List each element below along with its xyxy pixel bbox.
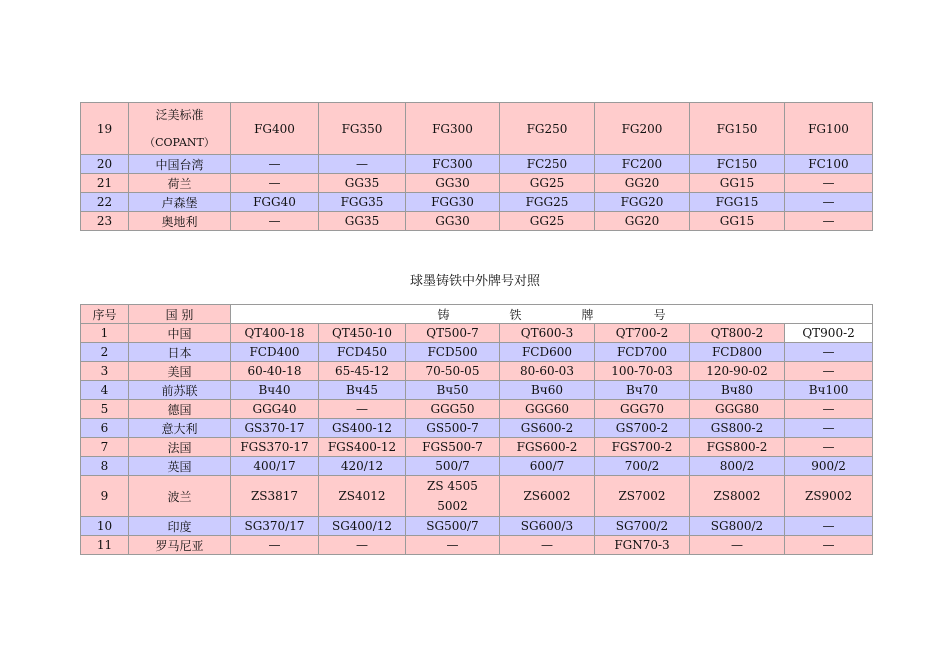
grade-cell: FC300	[406, 155, 500, 174]
country-cell: 日本	[129, 343, 231, 362]
table-row	[81, 343, 873, 362]
table-row	[81, 419, 873, 438]
grade-cell: FC250	[500, 155, 595, 174]
row-number: 9	[81, 476, 129, 517]
grade-cell: Bч80	[690, 381, 785, 400]
header-country: 国 别	[129, 305, 231, 324]
grade-cell: ZS 4505 5002	[406, 476, 500, 517]
table-row	[81, 536, 873, 555]
grade-cell: FGN70-3	[595, 536, 690, 555]
grade-cell: FG300	[406, 103, 500, 155]
grade-cell: —	[231, 212, 319, 231]
grade-cell: ZS4012	[319, 476, 406, 517]
country-cell: 印度	[129, 517, 231, 536]
grade-cell: QT400-18	[231, 324, 319, 343]
grade-cell: —	[231, 174, 319, 193]
country-cell: 罗马尼亚	[129, 536, 231, 555]
country-cell: 前苏联	[129, 381, 231, 400]
table-row	[81, 155, 873, 174]
grade-cell: FGG25	[500, 193, 595, 212]
grade-cell: 120-90-02	[690, 362, 785, 381]
grade-cell: GS500-7	[406, 419, 500, 438]
grade-cell: QT500-7	[406, 324, 500, 343]
grade-cell: —	[785, 536, 873, 555]
grade-cell: QT600-3	[500, 324, 595, 343]
grade-cell: FCD400	[231, 343, 319, 362]
row-number: 21	[81, 174, 129, 193]
header-grade: 铸 铁 牌 号	[231, 305, 873, 324]
grade-cell: GG25	[500, 212, 595, 231]
grade-cell: —	[785, 438, 873, 457]
grade-cell: Bч45	[319, 381, 406, 400]
grade-cell: —	[500, 536, 595, 555]
grade-cell: —	[785, 212, 873, 231]
row-number: 22	[81, 193, 129, 212]
grade-cell: GG25	[500, 174, 595, 193]
grade-cell: FG150	[690, 103, 785, 155]
country-cell: 卢森堡	[129, 193, 231, 212]
country-cell: 法国	[129, 438, 231, 457]
grade-cell: —	[231, 536, 319, 555]
grade-cell: 100-70-03	[595, 362, 690, 381]
grade-cell: GG20	[595, 174, 690, 193]
grade-cell: Bч70	[595, 381, 690, 400]
row-number: 20	[81, 155, 129, 174]
grade-cell: 900/2	[785, 457, 873, 476]
grade-cell: SG800/2	[690, 517, 785, 536]
grade-cell: 65-45-12	[319, 362, 406, 381]
grade-cell: FG200	[595, 103, 690, 155]
grade-cell: FC100	[785, 155, 873, 174]
grade-cell: ZS8002	[690, 476, 785, 517]
grade-cell: FCD700	[595, 343, 690, 362]
country-cell: 奥地利	[129, 212, 231, 231]
grade-cell: FG350	[319, 103, 406, 155]
grade-cell: GGG50	[406, 400, 500, 419]
grade-cell: FGG40	[231, 193, 319, 212]
grade-cell: GG15	[690, 174, 785, 193]
grade-cell: FGS600-2	[500, 438, 595, 457]
header-number: 序号	[81, 305, 129, 324]
table-row	[81, 103, 873, 155]
table-row	[81, 362, 873, 381]
grade-cell: FCD500	[406, 343, 500, 362]
row-number: 7	[81, 438, 129, 457]
row-number: 1	[81, 324, 129, 343]
table-caption: 球墨铸铁中外牌号对照	[409, 274, 540, 289]
grade-cell: QT900-2	[785, 324, 873, 343]
grade-cell: ZS7002	[595, 476, 690, 517]
grade-cell: SG600/3	[500, 517, 595, 536]
grade-cell: —	[231, 155, 319, 174]
grade-cell: FG250	[500, 103, 595, 155]
table-row	[81, 517, 873, 536]
grade-cell: FGS400-12	[319, 438, 406, 457]
row-number: 2	[81, 343, 129, 362]
grade-cell: SG700/2	[595, 517, 690, 536]
grade-cell: GG30	[406, 174, 500, 193]
country-cell: 德国	[129, 400, 231, 419]
grade-cell: QT800-2	[690, 324, 785, 343]
row-number: 3	[81, 362, 129, 381]
grade-cell: ZS6002	[500, 476, 595, 517]
grade-cell: GG30	[406, 212, 500, 231]
grade-cell: GG20	[595, 212, 690, 231]
grade-cell: FCD800	[690, 343, 785, 362]
row-number: 23	[81, 212, 129, 231]
grade-cell: 400/17	[231, 457, 319, 476]
grade-cell: FGS370-17	[231, 438, 319, 457]
row-number: 11	[81, 536, 129, 555]
grade-cell: GG35	[319, 212, 406, 231]
grade-cell: FCD600	[500, 343, 595, 362]
table-row	[81, 381, 873, 400]
grade-cell: FCD450	[319, 343, 406, 362]
row-number: 19	[81, 103, 129, 155]
grade-cell: 700/2	[595, 457, 690, 476]
grade-cell: GS800-2	[690, 419, 785, 438]
table-row	[81, 400, 873, 419]
table-row	[81, 174, 873, 193]
grade-cell: QT450-10	[319, 324, 406, 343]
table-row	[81, 324, 873, 343]
grade-cell: 60-40-18	[231, 362, 319, 381]
grade-cell: FGS500-7	[406, 438, 500, 457]
country-cell: 意大利	[129, 419, 231, 438]
grade-cell: GGG80	[690, 400, 785, 419]
grade-cell: —	[319, 536, 406, 555]
grade-cell: FGS800-2	[690, 438, 785, 457]
grade-cell: —	[406, 536, 500, 555]
grade-cell: 500/7	[406, 457, 500, 476]
grade-cell: FG400	[231, 103, 319, 155]
grade-cell: FGG20	[595, 193, 690, 212]
grade-cell: —	[785, 517, 873, 536]
row-number: 10	[81, 517, 129, 536]
grade-cell: 420/12	[319, 457, 406, 476]
row-number: 8	[81, 457, 129, 476]
grade-cell: FG100	[785, 103, 873, 155]
table-row	[81, 476, 873, 517]
country-cell: 英国	[129, 457, 231, 476]
grade-cell: GS600-2	[500, 419, 595, 438]
grade-cell: Bч50	[406, 381, 500, 400]
row-number: 4	[81, 381, 129, 400]
grade-cell: 70-50-05	[406, 362, 500, 381]
grade-cell: —	[690, 536, 785, 555]
grade-cell: ZS9002	[785, 476, 873, 517]
grade-cell: 600/7	[500, 457, 595, 476]
grade-cell: FGG15	[690, 193, 785, 212]
row-number: 6	[81, 419, 129, 438]
grade-cell: —	[785, 400, 873, 419]
grade-cell: —	[785, 193, 873, 212]
grade-cell: SG500/7	[406, 517, 500, 536]
grade-cell: GG35	[319, 174, 406, 193]
grade-cell: GG15	[690, 212, 785, 231]
grade-cell: FGG35	[319, 193, 406, 212]
grade-cell: —	[319, 155, 406, 174]
header-row	[81, 305, 873, 324]
grade-cell: —	[785, 174, 873, 193]
grade-cell: QT700-2	[595, 324, 690, 343]
grade-cell: Bч60	[500, 381, 595, 400]
grade-cell: FGS700-2	[595, 438, 690, 457]
country-cell: 波兰	[129, 476, 231, 517]
grade-cell: SG370/17	[231, 517, 319, 536]
country-cell: 美国	[129, 362, 231, 381]
ductile-iron-table	[80, 304, 873, 555]
grade-cell: 800/2	[690, 457, 785, 476]
grade-cell: FC150	[690, 155, 785, 174]
grade-cell: Bч100	[785, 381, 873, 400]
grade-cell: GGG60	[500, 400, 595, 419]
table-row	[81, 212, 873, 231]
grade-cell: GS400-12	[319, 419, 406, 438]
grade-cell: —	[785, 343, 873, 362]
grade-cell: —	[319, 400, 406, 419]
grade-cell: GS370-17	[231, 419, 319, 438]
table-row	[81, 438, 873, 457]
grade-cell: —	[785, 362, 873, 381]
grey-iron-table	[80, 102, 873, 231]
grade-cell: GGG40	[231, 400, 319, 419]
country-cell: 荷兰	[129, 174, 231, 193]
country-cell: 泛美标准 （COPANT）	[129, 103, 231, 155]
grade-cell: ZS3817	[231, 476, 319, 517]
table-row	[81, 457, 873, 476]
grade-cell: Bч40	[231, 381, 319, 400]
table-row	[81, 193, 873, 212]
grade-cell: FC200	[595, 155, 690, 174]
country-cell: 中国	[129, 324, 231, 343]
grade-cell: —	[785, 419, 873, 438]
grade-cell: 80-60-03	[500, 362, 595, 381]
grade-cell: SG400/12	[319, 517, 406, 536]
grade-cell: FGG30	[406, 193, 500, 212]
grade-cell: GGG70	[595, 400, 690, 419]
grade-cell: GS700-2	[595, 419, 690, 438]
row-number: 5	[81, 400, 129, 419]
country-cell: 中国台湾	[129, 155, 231, 174]
